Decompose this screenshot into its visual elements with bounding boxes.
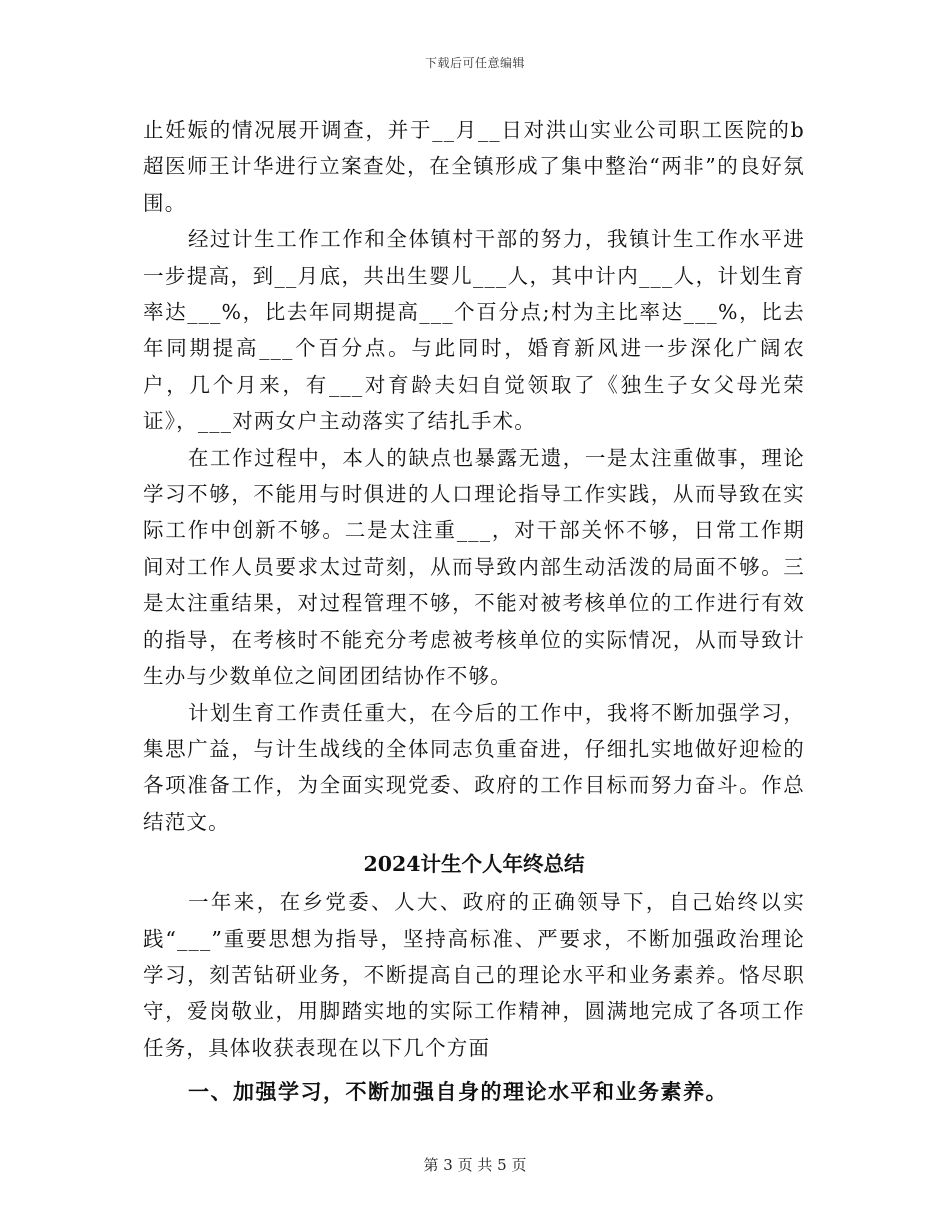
paragraph-continuation: 止妊娠的情况展开调查，并于__月__日对洪山实业公司职工医院的b超医师王计华进行立案查处，在全镇形成了集中整治“两非”的良好氛围。 xyxy=(143,118,805,215)
section-heading-1: 一、加强学习，不断加强自身的理论水平和业务素养。 xyxy=(188,1079,728,1105)
paragraph-achievements: 经过计生工作工作和全体镇村干部的努力，我镇计生工作水平进一步提高，到__月底，共出生婴儿___人，其中计内___人，计划生育率达___%，比去年同期提高___个百分点;村为主比率达___%，比去年同期提高___个百分点。与此同时，婚育新风进一步深化广阔农户，几个月来，有___对育龄夫妇自觉领取了《独生子女父母光荣证》，___对两女户主动落实了结扎手术。 xyxy=(143,227,805,434)
section-title: 2024计生个人年终总结 xyxy=(363,852,585,877)
page-number: 第 3 页 共 5 页 xyxy=(423,1156,527,1174)
document-body xyxy=(143,112,805,1112)
paragraph-outlook: 计划生育工作责任重大，在今后的工作中，我将不断加强学习，集思广益，与计生战线的全体同志负重奋进，仔细扎实地做好迎检的各项准备工作，为全面实现党委、政府的工作目标而努力奋斗。作总结范文。 xyxy=(143,700,805,834)
paragraph-intro: 一年来，在乡党委、人大、政府的正确领导下，自己始终以实践“___”重要思想为指导，坚持高标准、严要求，不断加强政治理论学习，刻苦钻研业务，不断提高自己的理论水平和业务素养。恪尽职守，爱岗敬业，用脚踏实地的实际工作精神，圆满地完成了各项工作任务，具体收获表现在以下几个方面 xyxy=(143,890,805,1060)
paragraph-shortcomings: 在工作过程中，本人的缺点也暴露无遗，一是太注重做事，理论学习不够，不能用与时俱进的人口理论指导工作实践，从而导致在实际工作中创新不够。二是太注重___，对干部关怀不够，日常工作期间对工作人员要求太过苛刻，从而导致内部生动活泼的局面不够。三是太注重结果，对过程管理不够，不能对被考核单位的工作进行有效的指导，在考核时不能充分考虑被考核单位的实际情况，从而导致计生办与少数单位之间团团结协作不够。 xyxy=(143,445,805,689)
page-header: 下载后可任意编辑 xyxy=(424,56,525,70)
